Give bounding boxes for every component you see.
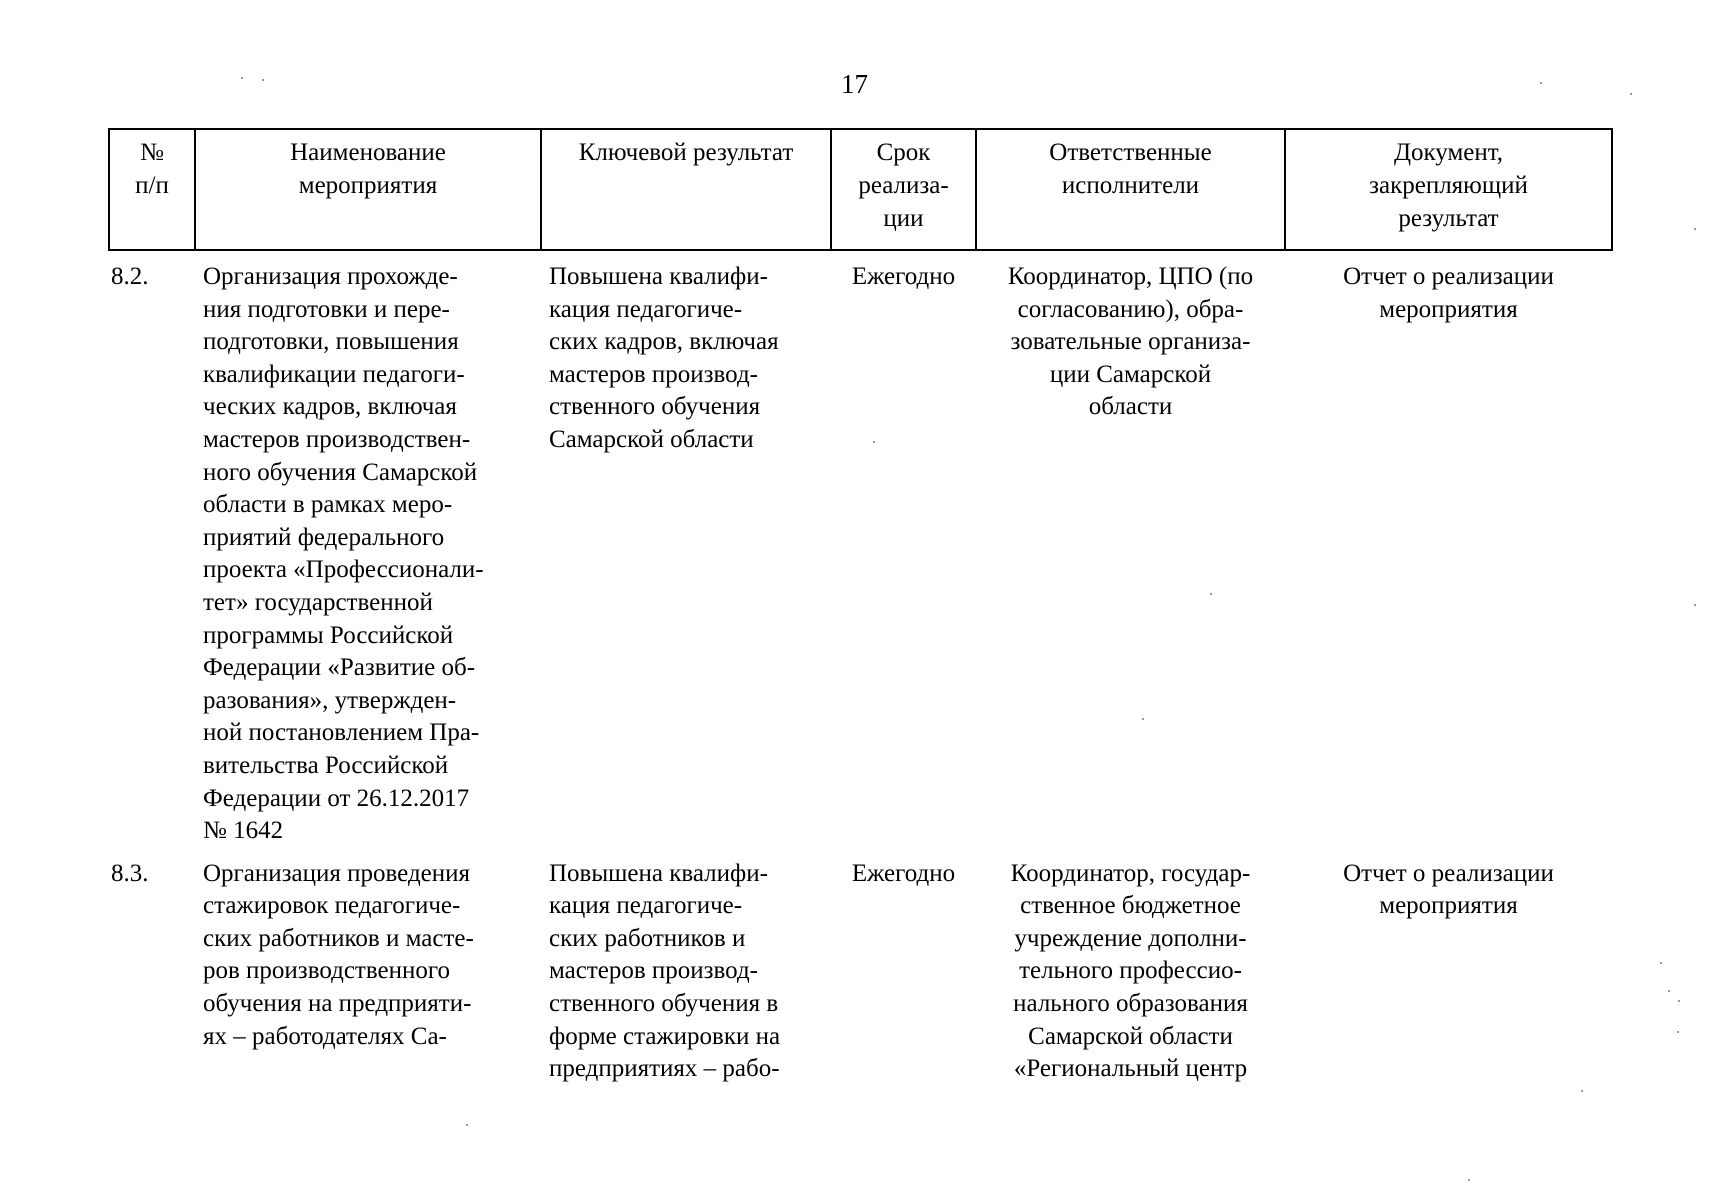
column-header-document: Документ, закрепляющий результат <box>1285 129 1612 250</box>
responsible-executors: Координатор, ЦПО (по согласованию), обра- зовательные организа- ции Самарской области <box>1007 263 1254 421</box>
scan-speck <box>1468 1179 1470 1181</box>
result-document: Отчет о реализации мероприятия <box>1343 263 1554 323</box>
table-row <box>109 848 1612 1086</box>
scan-speck <box>1678 1000 1680 1002</box>
scan-speck <box>1677 1031 1679 1033</box>
scan-speck <box>1210 593 1212 595</box>
page-number: 17 <box>841 69 868 99</box>
key-result: Повышена квалифи- кация педагогиче- ских кадров, включая мастеров производ- ственного обучения Самарской области <box>549 263 779 453</box>
column-header-responsible: Ответственные исполнители <box>976 129 1285 250</box>
column-header-number: № п/п <box>109 129 195 250</box>
row-number: 8.3. <box>111 859 149 887</box>
table-header-row <box>109 129 1612 250</box>
scan-speck <box>1540 82 1542 84</box>
scan-speck <box>262 79 264 81</box>
result-document: Отчет о реализации мероприятия <box>1343 859 1554 920</box>
scan-speck <box>1694 228 1696 230</box>
scan-speck <box>466 1124 468 1126</box>
scan-speck <box>1694 604 1696 606</box>
scan-speck <box>1142 718 1144 720</box>
scan-speck <box>873 441 875 443</box>
row-number: 8.2. <box>111 263 149 290</box>
implementation-term: Ежегодно <box>851 859 956 887</box>
column-header-activity-name: Наименование мероприятия <box>195 129 541 250</box>
activity-name: Организация проведения стажировок педагогиче- ских работников и масте- ров производственного обучения на предприяти- ях – работодателях Са- <box>203 859 474 1050</box>
scan-speck <box>1668 990 1670 992</box>
activities-table <box>108 128 1613 1086</box>
scan-speck <box>1660 962 1662 964</box>
key-result: Повышена квалифи- кация педагогиче- ских работников и мастеров производ- ственного обучения в форме стажировки на предприятиях – рабо- <box>549 859 781 1083</box>
activity-name: Организация прохожде- ния подготовки и пере- подготовки, повышения квалификации педагоги- ческих кадров, включая мастеров производствен- ного обучения Самарской области в рамках меро- приятий федерального проекта «Профессионали- тет» государственной программы Российской Федерации «Развитие об- разования», утвержден- ной постановлением Пра- вительства Российской Федерации от 26.12.2017 № 1642 <box>203 263 484 845</box>
scan-speck <box>1630 93 1632 95</box>
scan-speck <box>1581 1090 1583 1092</box>
scan-speck <box>241 77 243 79</box>
implementation-term: Ежегодно <box>851 263 956 290</box>
responsible-executors: Координатор, государ- ственное бюджетное учреждение дополни- тельного профессио- нального образования Самарской области «Региональный центр <box>1010 859 1251 1083</box>
table-row <box>109 250 1612 848</box>
column-header-term: Срок реализа- ции <box>831 129 976 250</box>
column-header-key-result: Ключевой результат <box>541 129 831 250</box>
